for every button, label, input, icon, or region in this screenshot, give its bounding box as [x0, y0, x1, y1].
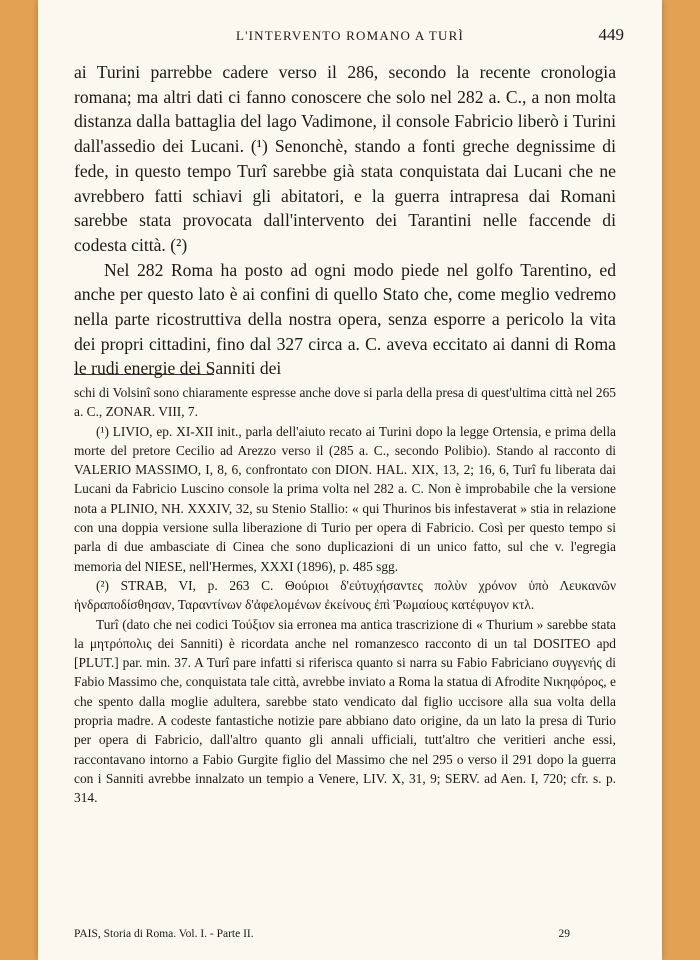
book-page	[38, 0, 662, 960]
body-paragraph: ai Turini parrebbe cadere verso il 286, secondo la recente cronologia romana; ma altri dati ci fanno conoscere che solo nel 282 a. C., a non molta distanza dalla battaglia del lago Vadimone, il console Fabricio liberò i Turini dall'assedio dei Lucani. (¹) Senonchè, stando a fonti greche degnissime di fede, in questo tempo Turî sarebbe già stata conquistata dai Lucani che ne avrebbero fatti schiavi gli abitatori, e la guerra intrapresa dai Romani sarebbe stata provocata dall'intervento dei Tarantini nelle faccende di codesta città. (²)	[74, 62, 616, 255]
footnote: Turî (dato che nei codici Τούξιον sia erronea ma antica trascrizione di « Thurium » sarebbe stata la μητρόπολις dei Sanniti) è ricordata anche nel romanzesco racconto di un tal DOSITEO apd [PLUT.] par. min. 37. A Turî pare infatti si riferisca quanto si narra su Fabio Fabriciano συγγενής di Fabio Massimo che, conquistata tale città, avrebbe inviato a Roma la statua di Afrodite Νικηφόρος, e che spento dalla moglie adultera, sarebbe stato vendicato dal figlio uccisore alla sua volta della propria madre. A codeste fantastiche notizie pare abbiano dato origine, da un lato la presa di Turio per opera di Fabricio, dall'altro quanto gli annali ufficiali, tutt'altro che veritieri anche essi, raccontavano intorno a Fabio Gurgite figlio del Massimo che nel 295 o verso il 291 dopo la guerra con i Sanniti avrebbe innalzato un tempio a Venere, LIV. X, 31, 9; SERV. ad Aen. I, 720; cfr. s. p. 314.	[74, 616, 616, 806]
page-footer	[74, 928, 616, 940]
running-title: L'INTERVENTO ROMANO A TURÌ	[235, 28, 465, 43]
body-paragraph: Nel 282 Roma ha posto ad ogni modo piede nel golfo Tarentino, ed anche per questo lato è ai confini di quello Stato che, come meglio vedremo nella parte ricostruttiva della nostra opera, senza esporre a pericolo la vita dei propri cittadini, fino dal 327 circa a. C. aveva eccitato ai danni di Roma le rudi energie dei Sanniti dei	[74, 259, 616, 379]
signature-number: 29	[558, 928, 570, 940]
footnotes	[74, 383, 616, 808]
footnote-separator	[74, 374, 214, 375]
footnote: (²) STRAB, VI, p. 263 C. Θούριοι δ'εὐτυχήσαντες πολὺν χρόνον ὑπὸ Λευκανῶν ἠνδραποδίσθησαν, Ταραντίνων δ'ἀφελομένων ἐκείνους ἐπὶ Ῥωμαίους κατέφυγον κτλ.	[74, 577, 616, 613]
footer-text: PAIS, Storia di Roma. Vol. I. - Parte II.	[74, 928, 254, 940]
footnote: schi di Volsinî sono chiaramente espresse anche dove si parla della presa di quest'ultima città nel 265 a. C., ZONAR. VIII, 7.	[74, 385, 616, 420]
page-number: 449	[598, 25, 624, 44]
footnote: (¹) LIVIO, ep. XI-XII init., parla dell'aiuto recato ai Turini dopo la legge Ortensia, e prima della morte del pretore Cecilio ad Arezzo verso il (285 a. C., secondo Polibio). Stando al racconto di VALERIO MASSIMO, I, 8, 6, confrontato con DION. HAL. XIX, 13, 2; 16, 6, Turî fu liberata dai Lucani da Fabricio Luscino console la prima volta nel 282 a. C. Non è improbabile che la versione nota a PLINIO, NH. XXXIV, 32, su Stenio Stallio: « qui Thurinos bis infestaverat » stia in relazione con una doppia versione sulla liberazione di Turio per opera di Fabricio. Così per questo tempo si parla di due ambasciate di Cinea che sono duplicazioni di un unico fatto, sul che v. l'egregia memoria del NIESE, nell'Hermes, XXXI (1896), p. 485 sgg.	[74, 423, 616, 574]
main-text	[74, 60, 616, 381]
running-header	[74, 25, 626, 44]
